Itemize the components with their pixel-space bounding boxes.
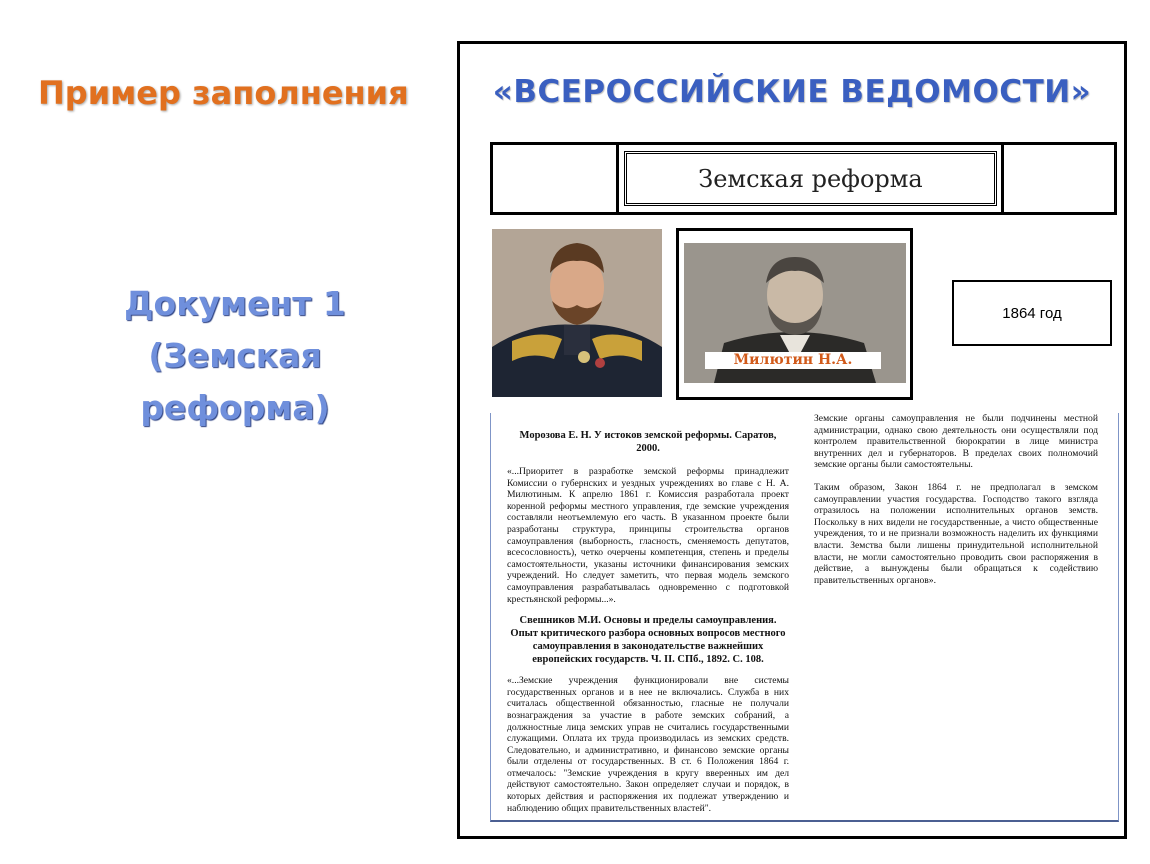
article-paragraph-1: «...Приоритет в разработке земской реформы принадлежит Комиссии о губернских и уездных учреждениях во главе с Н. А. Милютиным. К апрелю 1861 г. Комиссия разработала проект коренной реформы местного управления, где земские учреждения составляли неотъемлемую его часть. В указанном проекте были разработаны структура, принципы строительства органов самоуправления (выборность, гласность, сменяемость депутатов, всесословность), четко очерчены компетенция, степень и пределы самостоятельности, указаны источники финансирования земских учреждений. Но следует заметить, что первая модель земского самоуправления разрабатывалась одновременно с подготовкой крестьянской реформы...». [507, 466, 789, 605]
milyutin-portrait-frame [676, 228, 913, 400]
source-citation-1: Морозова Е. Н. У истоков земской реформы. Саратов, 2000. [519, 430, 777, 454]
heading-band [490, 142, 1117, 215]
newspaper-title: «ВСЕРОССИЙСКИЕ ВЕДОМОСТИ» [492, 74, 1092, 110]
heading-frame [616, 145, 1004, 212]
source-citation-2: Свешников М.И. Основы и пределы самоуправления. Опыт критического разбора основных вопросов местного самоуправления в законодательстве важнейших европейских государств. Ч. II. СПб., 1892. С. 108. [510, 615, 786, 666]
newspaper-frame [457, 41, 1127, 839]
article-paragraph-3: Земские органы самоуправления не были подчинены местной администрации, однако свою деятельность они осуществляли под контролем правительственной бюрократии в лице министра внутренних дел и губернаторов. В пределах своих полномочий земские органы были самостоятельны. [814, 413, 1098, 471]
article-column-left [507, 413, 789, 814]
article-text [490, 413, 1119, 822]
article-heading: Земская реформа [698, 164, 923, 193]
document-label-line1: Документ 1 [124, 284, 346, 323]
emperor-portrait-image [492, 229, 662, 397]
article-column-right [814, 413, 1098, 586]
document-label [100, 278, 370, 434]
article-paragraph-4: Таким образом, Закон 1864 г. не предполагал в земском самоуправлении участия государства. Господство такого взгляда отразилось на положении исполнительных органов земств. Поскольку в них видели не государственные, а чисто общественные учреждения, то и не признали возможность наделить их функциями власти. Земства были лишены принудительной исполнительной власти, не могли самостоятельно проводить свои распоряжения в действие, а вынуждены были обращаться к содействию правительственных органов». [814, 481, 1098, 586]
article-paragraph-2: «...Земские учреждения функционировали вне системы государственных органов и в нее не включались. Служба в них считалась общественной обязанностью, гласные не получали вознаграждения за участие в работе земских собраний, а должностные лица земских управ не считались государственными служащими. Оплата их труда производилась из земских средств. Следовательно, и административно, и финансово земские органы были отделены от государственных. В ст. 6 Положения 1864 г. отмечалось: "Земские учреждения в кругу вверенных им дел действуют самостоятельно. Закон определяет случаи и порядок, в которых действия и распоряжения их подлежат утверждению и наблюдению общих правительственных властей". [507, 675, 789, 814]
document-label-line2: (Земская [148, 336, 322, 375]
year-box: 1864 год [952, 280, 1112, 346]
heading-box [624, 151, 997, 206]
document-label-line3: реформа) [140, 388, 330, 427]
slide-title: Пример заполнения [38, 74, 409, 112]
portrait-caption: Милютин Н.А. [705, 352, 881, 369]
